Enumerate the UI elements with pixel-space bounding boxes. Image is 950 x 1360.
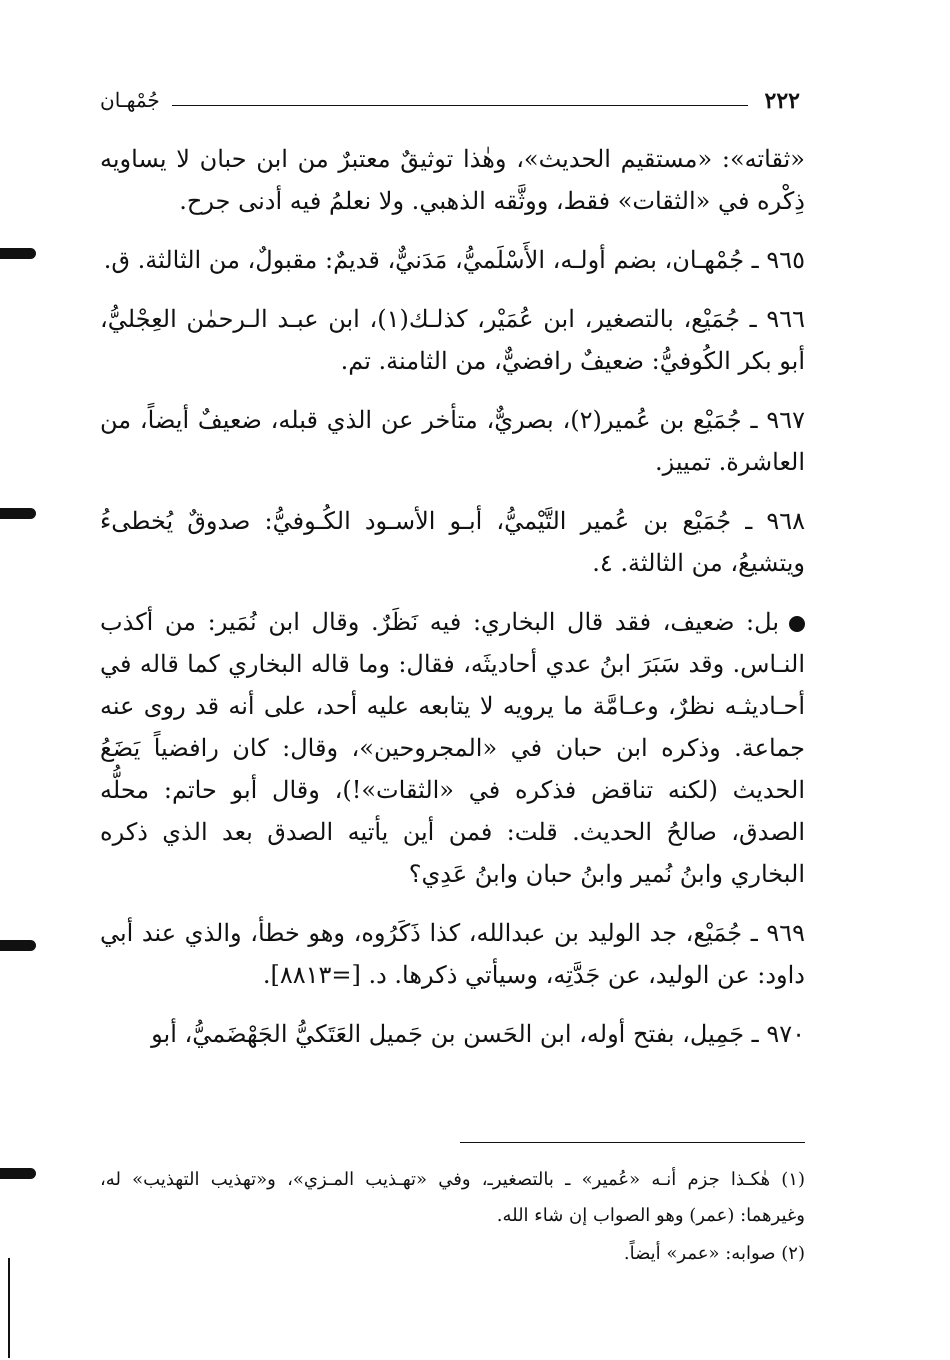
page-edge-line — [8, 1258, 10, 1358]
entry-966: ٩٦٦ ـ جُمَيْع، بالتصغير، ابن عُمَيْر، كذلـك(١)، ابن عبـد الـرحمٰن العِجْليُّ، أبو بكر الكُوفيُّ: ضعيفٌ رافضيٌّ، من الثامنة. تم. — [100, 305, 805, 375]
page-number: ٢٢٢ — [764, 88, 800, 114]
margin-tab-mark — [0, 508, 36, 519]
margin-tab-mark — [0, 1168, 36, 1179]
running-title: جُمْهـان — [100, 88, 160, 112]
footnotes — [100, 1162, 805, 1272]
entry-969: ٩٦٩ ـ جُمَيْع، جد الوليد بن عبدالله، كذا ذَكَرُوه، وهو خطأ، والذي عند أبي داود: عن الوليد، عن جَدَّتِه، وسيأتي ذكرها. د. [=٨٨١٣]. — [100, 919, 805, 989]
page-header — [100, 88, 800, 118]
entry-970: ٩٧٠ ـ جَمِيل، بفتح أوله، ابن الحَسن بن جَميل العَتَكيُّ الجَهْضَميُّ، أبو — [151, 1020, 805, 1048]
page-body — [100, 138, 805, 1055]
entry-967: ٩٦٧ ـ جُمَيْع بن عُمير(٢)، بصريٌّ، متأخر عن الذي قبله، ضعيفٌ أيضاً، من العاشرة. تمييز. — [100, 406, 806, 476]
margin-tab-mark — [0, 940, 36, 951]
footnote-1: (١) هٰكـذا جزم أنـه «عُمير» ـ بالتصغيرـ، وفي «تهـذيب المـزي»، و«تهذيب التهذيب» له، وغيرهما: (عمر) وهو الصواب إن شاء الله. — [100, 1169, 805, 1226]
entry-968: ٩٦٨ ـ جُمَيْع بن عُمير التَّيْميُّ، أبـو الأسـود الكُـوفيُّ: صدوقٌ يُخطىءُ ويتشيعُ، من الثالثة. ٤. — [100, 507, 805, 577]
margin-tab-mark — [0, 248, 36, 259]
bullet-icon — [789, 616, 805, 632]
footnote-separator — [460, 1142, 805, 1143]
header-rule — [172, 105, 748, 106]
commentary-paragraph — [100, 601, 805, 895]
commentary-text: بل: ضعيف، فقد قال البخاري: فيه نَظَرٌ. وقال ابن نُمَير: من أكذب النـاس. وقد سَبَرَ ابنُ عدي أحاديثَه، فقال: وما قاله البخاري كما قاله في أحـاديثـه نظرٌ، وعـامَّة ما يرويه لا يتابعه عليه أحد، على أنه قد روى عنه جماعة. وذكره ابن حبان في «المجروحين»، وقال: كان رافضياً يَضَعُ الحديث (لكنه تناقض فذكره في «الثقات»!)، وقال أبو حاتم: محلُّه الصدق، صالحُ الحديث. قلت: فمن أين يأتيه الصدق بعد الذي ذكره البخاري وابنُ نُمير وابنُ حبان وابنُ عَدِي؟ — [100, 608, 805, 888]
entry-965: ٩٦٥ ـ جُمْهـان، بضم أولـه، الأَسْلَميُّ، مَدَنيٌّ، قديمٌ: مقبولٌ، من الثالثة. ق. — [103, 246, 805, 274]
paragraph-continuation: «ثقاته»: «مستقيم الحديث»، وهٰذا توثيقٌ معتبرٌ من ابن حبان لا يساويه ذِكْره في «الثقات» فقط، ووثَّقه الذهبي. ولا نعلمُ فيه أدنى جرح. — [100, 145, 805, 215]
footnote-2: (٢) صوابه: «عمر» أيضاً. — [623, 1243, 805, 1264]
